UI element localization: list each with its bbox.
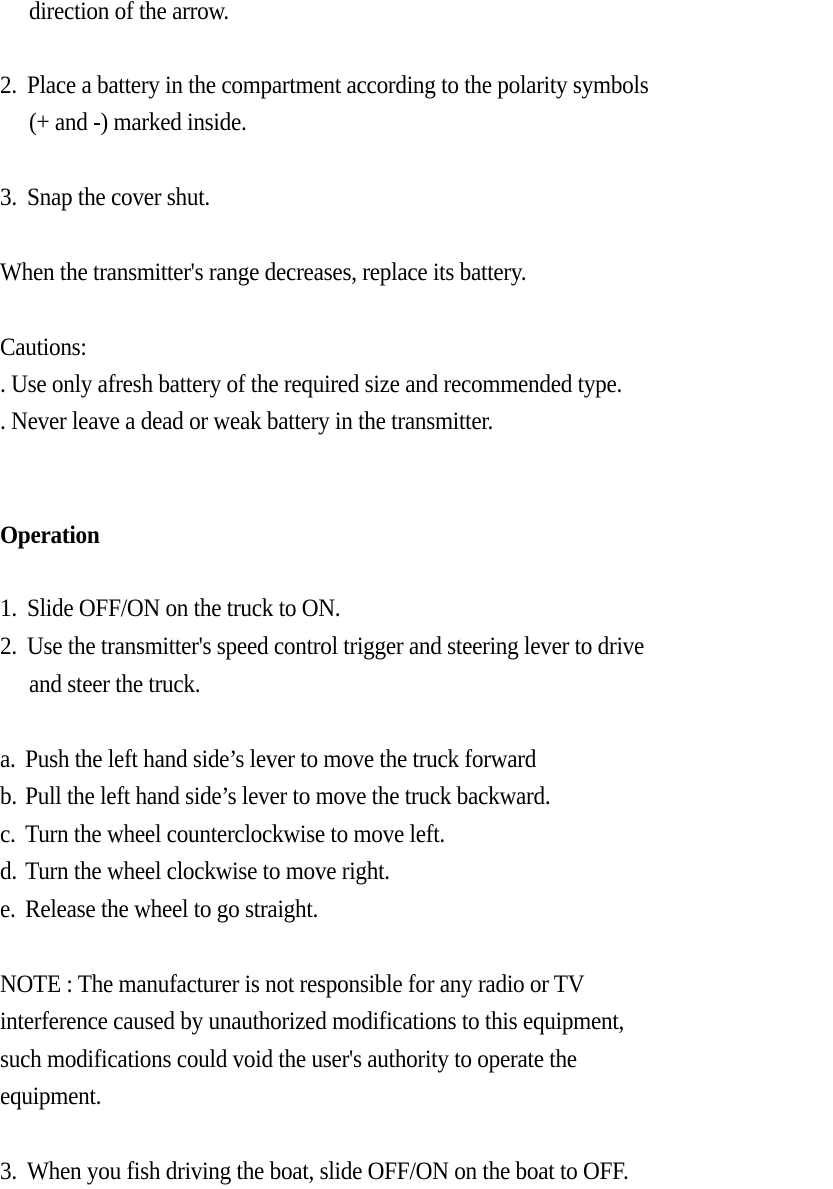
sub-step-e — [0, 895, 318, 925]
note-line: NOTE : The manufacturer is not responsible for any radio or TV — [0, 971, 585, 998]
sub-step-letter: c. — [0, 821, 16, 848]
battery-step1-continuation: direction of the arrow. — [29, 0, 229, 25]
step-number: 3. — [0, 1158, 17, 1185]
step-number: 3. — [0, 184, 17, 211]
sub-step-letter: a. — [0, 746, 16, 773]
sub-step-letter: e. — [0, 896, 16, 923]
sub-step-text: Push the left hand side’s lever to move the truck forward — [25, 746, 537, 773]
sub-step-b — [0, 782, 550, 812]
sub-step-letter: d. — [0, 858, 17, 885]
sub-step-text: Turn the wheel counterclockwise to move left. — [25, 821, 445, 848]
operation-step-1 — [0, 594, 340, 624]
sub-step-d — [0, 857, 390, 887]
range-note: When the transmitter's range decreases, replace its battery. — [0, 259, 527, 286]
cautions-title: Cautions: — [0, 334, 87, 361]
sub-step-text: Turn the wheel clockwise to move right. — [25, 858, 390, 885]
battery-step2 — [0, 71, 648, 101]
operation-step-3 — [0, 1157, 629, 1187]
step-text: Use the transmitter's speed control trigger and steering lever to drive — [26, 633, 645, 660]
step-text: When you fish driving the boat, slide OFF/ON on the boat to OFF. — [26, 1158, 629, 1185]
step-number: 1. — [0, 595, 17, 622]
sub-step-letter: b. — [0, 783, 17, 810]
sub-step-a — [0, 745, 536, 775]
note-line: such modifications could void the user's authority to operate the — [0, 1046, 577, 1073]
sub-step-text: Release the wheel to go straight. — [25, 896, 319, 923]
step-number: 2. — [0, 633, 17, 660]
battery-step2-continuation: (+ and -) marked inside. — [29, 109, 247, 136]
operation-step-2-continuation: and steer the truck. — [29, 671, 201, 698]
note-line: equipment. — [0, 1083, 102, 1110]
step-text: Slide OFF/ON on the truck to ON. — [26, 595, 341, 622]
step-text: Snap the cover shut. — [26, 184, 210, 211]
caution-item: . Use only afresh battery of the required size and recommended type. — [0, 371, 623, 398]
sub-step-c — [0, 820, 445, 850]
caution-item: . Never leave a dead or weak battery in the transmitter. — [0, 408, 494, 435]
battery-step3 — [0, 183, 210, 213]
operation-step-2 — [0, 632, 644, 662]
sub-step-text: Pull the left hand side’s lever to move the truck backward. — [25, 783, 551, 810]
note-line: interference caused by unauthorized modifications to this equipment, — [0, 1008, 625, 1035]
step-number: 2. — [0, 72, 17, 99]
operation-heading: Operation — [0, 522, 100, 549]
step-text: Place a battery in the compartment according to the polarity symbols — [26, 72, 649, 99]
